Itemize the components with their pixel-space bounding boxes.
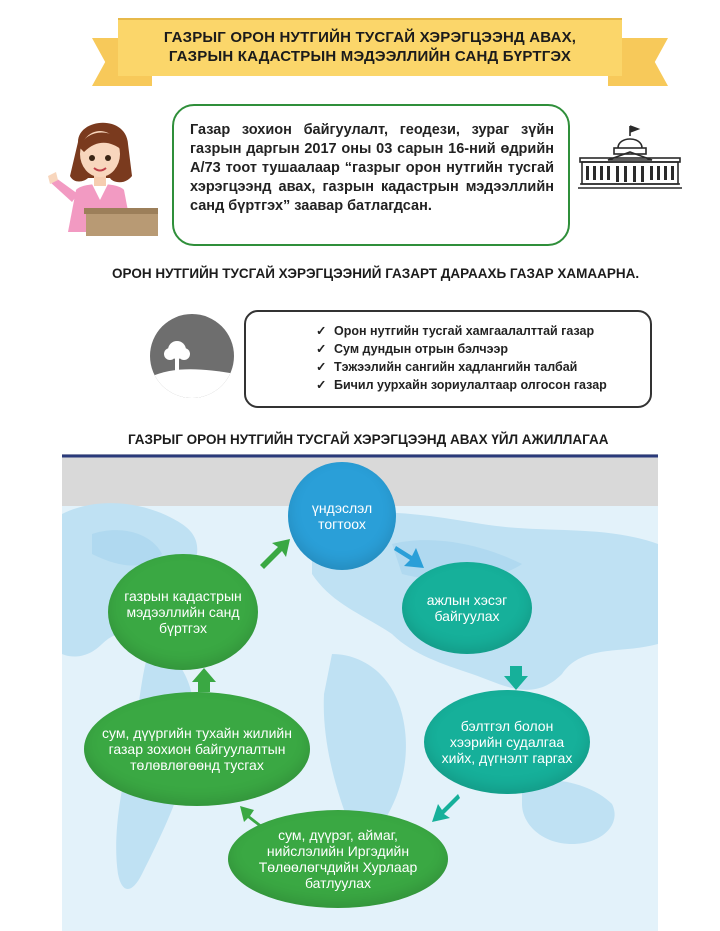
check-icon: ✓	[316, 342, 327, 356]
process-step-annual-plan: сум, дүүргийн тухайн жилийн газар зохион байгуулалтын төлөвлөгөөнд тусгах	[84, 692, 310, 806]
section-title-land-types: ОРОН НУТГИЙН ТУСГАЙ ХЭРЭГЦЭЭНИЙ ГАЗАРТ ДАРААХЬ ГАЗАР ХАМААРНА.	[112, 266, 640, 281]
section-title-process: ГАЗРЫГ ОРОН НУТГИЙН ТУСГАЙ ХЭРЭГЦЭЭНД АВАХ ҮЙЛ АЖИЛЛАГАА	[128, 432, 609, 447]
check-icon: ✓	[316, 324, 327, 338]
land-types-box	[244, 310, 652, 408]
banner-title-line1: ГАЗРЫГ ОРОН НУТГИЙН ТУСГАЙ ХЭРЭГЦЭЭНД АВАХ,	[163, 29, 577, 46]
process-step-working-group: ажлын хэсэг байгуулах	[402, 562, 532, 654]
arrow-icon	[502, 664, 530, 692]
banner-title-line2: ГАЗРЫН КАДАСТРЫН МЭДЭЭЛЛИЙН САНД БҮРТГЭХ	[168, 48, 572, 65]
arrow-icon	[392, 538, 428, 574]
land-type-item: ✓ Тэжээлийн сангийн хадлангийн талбай	[316, 360, 578, 374]
land-type-item: ✓ Орон нутгийн тусгай хамгаалалттай газар	[316, 324, 595, 338]
title-banner	[118, 18, 622, 76]
woman-presenter-illustration	[40, 112, 158, 240]
arrow-icon	[190, 666, 218, 694]
process-step-cadastre-register: газрын кадастрын мэдээллийн санд бүртгэх	[108, 554, 258, 670]
tree-landscape-icon	[148, 312, 236, 400]
arrow-icon	[428, 790, 462, 824]
intro-text: Газар зохион байгуулалт, геодези, зураг зүйн газрын даргын 2017 оны 03 сарын 16-ний өдрийн А/73 тоот тушаалаар “газрыг орон нутгийн тусгай хэрэгцээнд авах, газрын кадастрын мэдээллийн санд бүртгэх” заавар батлагдсан.	[190, 122, 554, 214]
land-type-item: ✓ Бичил уурхайн зориулалтаар олгосон газар	[316, 378, 607, 392]
check-icon: ✓	[316, 378, 327, 392]
arrow-icon	[256, 535, 296, 575]
government-building-icon	[578, 124, 682, 190]
process-step-justification: үндэслэл тогтоох	[288, 462, 396, 570]
intro-box	[172, 104, 570, 246]
process-step-council-approval: сум, дүүрэг, аймаг, нийслэлийн Иргэдийн Төлөөлөгчдийн Хурлаар батлуулах	[228, 810, 448, 908]
check-icon: ✓	[316, 360, 327, 374]
land-type-item: ✓ Сум дундын отрын бэлчээр	[316, 342, 509, 356]
process-step-field-study: бэлтгэл болон хээрийн судалгаа хийх, дүгнэлт гаргах	[424, 690, 590, 794]
